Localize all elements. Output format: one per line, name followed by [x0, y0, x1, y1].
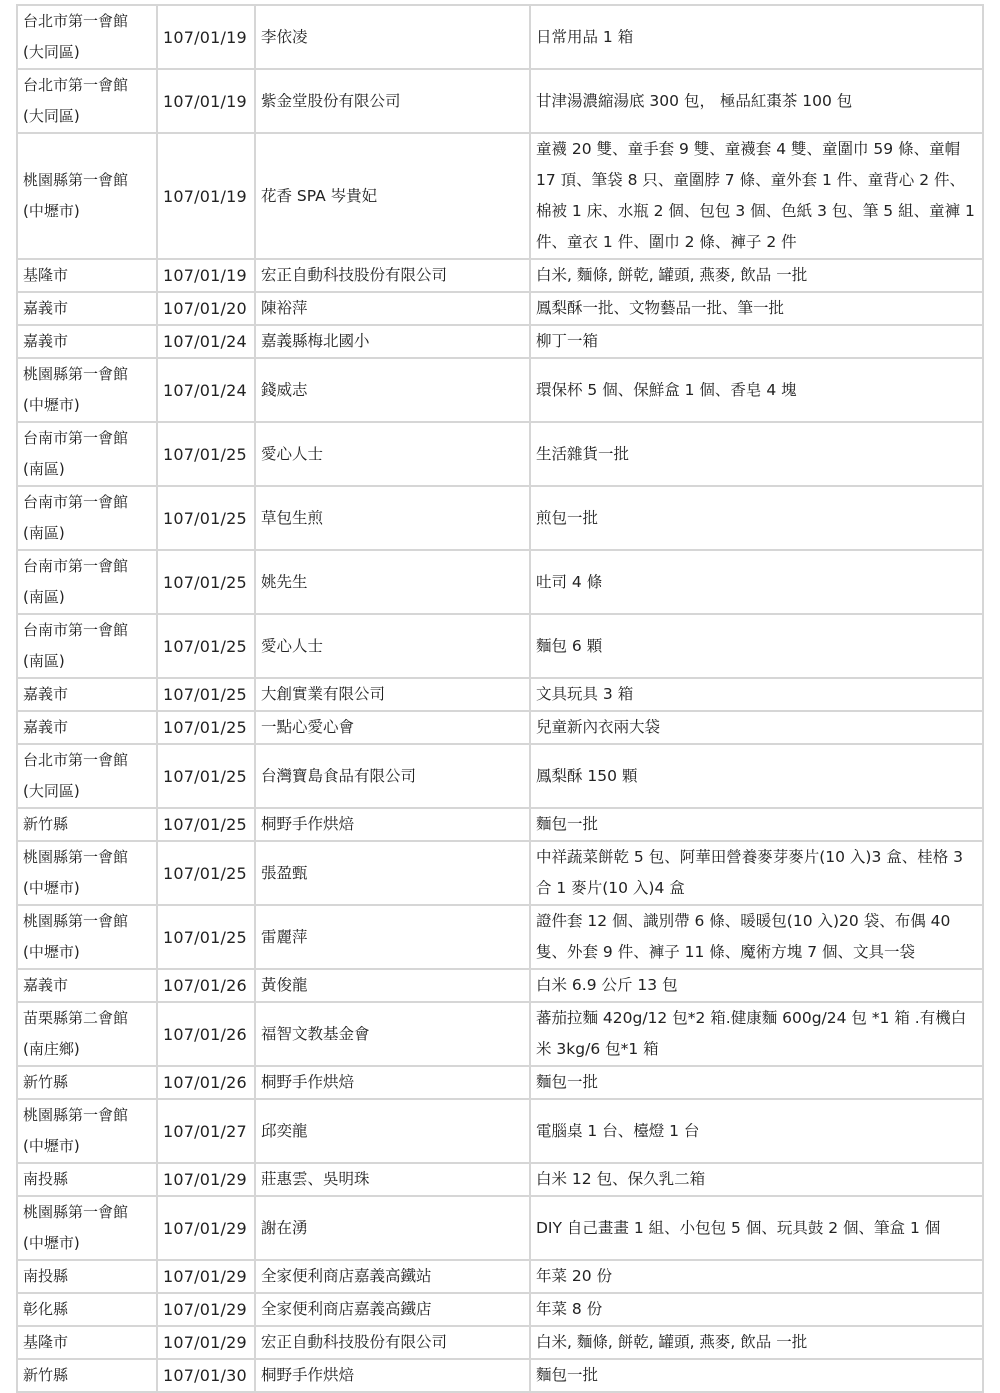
table-row	[17, 1066, 983, 1099]
date-cell: 107/01/26	[157, 1002, 255, 1066]
table-row	[17, 69, 983, 133]
item-cell: 柳丁一箱	[530, 325, 983, 358]
table-row	[17, 808, 983, 841]
location-cell	[17, 69, 157, 133]
table-row	[17, 614, 983, 678]
date-cell: 107/01/25	[157, 422, 255, 486]
donation-table-body	[17, 5, 983, 1392]
location-cell	[17, 325, 157, 358]
donor-cell: 花香 SPA 岑貴妃	[255, 133, 530, 259]
location-line: 南投縣	[23, 1267, 69, 1285]
table-row	[17, 1002, 983, 1066]
date-cell: 107/01/25	[157, 841, 255, 905]
item-cell: 日常用品 1 箱	[530, 5, 983, 69]
donor-cell: 姚先生	[255, 550, 530, 614]
donor-cell: 一點心愛心會	[255, 711, 530, 744]
location-line: 彰化縣	[23, 1300, 69, 1318]
donor-cell: 雷麗萍	[255, 905, 530, 969]
item-cell: 童襪 20 雙、童手套 9 雙、童襪套 4 雙、童圍巾 59 條、童帽 17 頂、筆袋 8 只、童圍脖 7 條、童外套 1 件、童背心 2 件、棉被 1 床、水瓶 2 個、包包 3 個、色紙 3 包、筆 5 組、童褲 1 件、童衣 1 件、圍巾 2 條、褲子 2 件	[530, 133, 983, 259]
donor-cell: 桐野手作烘焙	[255, 808, 530, 841]
location-cell	[17, 1326, 157, 1359]
table-row	[17, 550, 983, 614]
location-cell	[17, 841, 157, 905]
date-cell: 107/01/19	[157, 69, 255, 133]
donor-cell: 全家便利商店嘉義高鐵站	[255, 1260, 530, 1293]
date-cell: 107/01/24	[157, 358, 255, 422]
item-cell: 吐司 4 條	[530, 550, 983, 614]
item-cell: 年菜 20 份	[530, 1260, 983, 1293]
location-cell	[17, 1359, 157, 1392]
date-cell: 107/01/25	[157, 678, 255, 711]
table-row	[17, 1163, 983, 1196]
location-cell	[17, 969, 157, 1002]
date-cell: 107/01/29	[157, 1163, 255, 1196]
table-row	[17, 969, 983, 1002]
location-line: 台北市第一會館	[23, 12, 129, 30]
date-cell: 107/01/25	[157, 711, 255, 744]
location-cell	[17, 1196, 157, 1260]
location-line: (南區)	[23, 652, 65, 670]
table-row	[17, 259, 983, 292]
location-line: 嘉義市	[23, 332, 69, 350]
donor-cell: 謝在湧	[255, 1196, 530, 1260]
table-row	[17, 358, 983, 422]
location-cell	[17, 358, 157, 422]
date-cell: 107/01/25	[157, 808, 255, 841]
location-line: (大同區)	[23, 107, 80, 125]
location-line: (南區)	[23, 524, 65, 542]
location-line: 基隆市	[23, 1333, 69, 1351]
location-line: (南區)	[23, 460, 65, 478]
location-line: 苗栗縣第二會館	[23, 1009, 129, 1027]
table-row	[17, 1196, 983, 1260]
location-line: 台北市第一會館	[23, 751, 129, 769]
location-cell	[17, 614, 157, 678]
location-line: 台南市第一會館	[23, 621, 129, 639]
donor-cell: 台灣寶島食品有限公司	[255, 744, 530, 808]
location-line: (中壢市)	[23, 879, 80, 897]
location-line: 嘉義市	[23, 299, 69, 317]
location-line: (中壢市)	[23, 1137, 80, 1155]
item-cell: 年菜 8 份	[530, 1293, 983, 1326]
location-cell	[17, 1260, 157, 1293]
location-line: 桃園縣第一會館	[23, 1203, 129, 1221]
table-row	[17, 292, 983, 325]
date-cell: 107/01/29	[157, 1260, 255, 1293]
location-line: (大同區)	[23, 782, 80, 800]
donor-cell: 錢威志	[255, 358, 530, 422]
location-line: 台南市第一會館	[23, 429, 129, 447]
donor-cell: 桐野手作烘焙	[255, 1359, 530, 1392]
table-row	[17, 133, 983, 259]
item-cell: 電腦桌 1 台、檯燈 1 台	[530, 1099, 983, 1163]
table-row	[17, 422, 983, 486]
location-line: (中壢市)	[23, 943, 80, 961]
location-cell	[17, 550, 157, 614]
location-line: 台北市第一會館	[23, 76, 129, 94]
date-cell: 107/01/27	[157, 1099, 255, 1163]
location-line: 新竹縣	[23, 1366, 69, 1384]
date-cell: 107/01/25	[157, 486, 255, 550]
item-cell: 蕃茄拉麵 420g/12 包*2 箱.健康麵 600g/24 包 *1 箱 .有機白米 3kg/6 包*1 箱	[530, 1002, 983, 1066]
donor-cell: 宏正自動科技股份有限公司	[255, 259, 530, 292]
location-line: 新竹縣	[23, 1073, 69, 1091]
date-cell: 107/01/19	[157, 133, 255, 259]
donor-cell: 紫金堂股份有限公司	[255, 69, 530, 133]
table-row	[17, 1326, 983, 1359]
date-cell: 107/01/29	[157, 1196, 255, 1260]
item-cell: 白米 12 包、保久乳二箱	[530, 1163, 983, 1196]
donor-cell: 莊惠雲、吳明珠	[255, 1163, 530, 1196]
location-cell	[17, 1066, 157, 1099]
date-cell: 107/01/30	[157, 1359, 255, 1392]
item-cell: 文具玩具 3 箱	[530, 678, 983, 711]
table-row	[17, 5, 983, 69]
location-cell	[17, 905, 157, 969]
location-line: 新竹縣	[23, 815, 69, 833]
location-cell	[17, 1099, 157, 1163]
donor-cell: 草包生煎	[255, 486, 530, 550]
donor-cell: 愛心人士	[255, 614, 530, 678]
location-line: 嘉義市	[23, 976, 69, 994]
item-cell: 甘津湯濃縮湯底 300 包， 極品紅棗茶 100 包	[530, 69, 983, 133]
item-cell: 環保杯 5 個、保鮮盒 1 個、香皂 4 塊	[530, 358, 983, 422]
location-cell	[17, 1163, 157, 1196]
donor-cell: 全家便利商店嘉義高鐵店	[255, 1293, 530, 1326]
date-cell: 107/01/25	[157, 550, 255, 614]
location-line: 桃園縣第一會館	[23, 848, 129, 866]
donor-cell: 李依凌	[255, 5, 530, 69]
donor-cell: 邱奕龍	[255, 1099, 530, 1163]
location-line: 桃園縣第一會館	[23, 171, 129, 189]
date-cell: 107/01/26	[157, 969, 255, 1002]
location-cell	[17, 422, 157, 486]
location-line: 嘉義市	[23, 718, 69, 736]
location-line: (南區)	[23, 588, 65, 606]
location-line: (中壢市)	[23, 396, 80, 414]
date-cell: 107/01/29	[157, 1326, 255, 1359]
location-line: 桃園縣第一會館	[23, 1106, 129, 1124]
location-line: 台南市第一會館	[23, 557, 129, 575]
table-row	[17, 1359, 983, 1392]
item-cell: 生活雜貨一批	[530, 422, 983, 486]
item-cell: 煎包一批	[530, 486, 983, 550]
location-line: 台南市第一會館	[23, 493, 129, 511]
location-line: (中壢市)	[23, 1234, 80, 1252]
donor-cell: 黃俊龍	[255, 969, 530, 1002]
donor-cell: 張盈甄	[255, 841, 530, 905]
donor-cell: 陳裕萍	[255, 292, 530, 325]
date-cell: 107/01/24	[157, 325, 255, 358]
location-cell	[17, 292, 157, 325]
item-cell: 麵包一批	[530, 808, 983, 841]
location-cell	[17, 5, 157, 69]
item-cell: 鳳梨酥一批、文物藝品一批、筆一批	[530, 292, 983, 325]
location-cell	[17, 259, 157, 292]
location-line: (中壢市)	[23, 202, 80, 220]
table-row	[17, 711, 983, 744]
date-cell: 107/01/25	[157, 905, 255, 969]
donor-cell: 大創實業有限公司	[255, 678, 530, 711]
donation-table	[16, 4, 984, 1393]
location-line: 桃園縣第一會館	[23, 365, 129, 383]
table-row	[17, 486, 983, 550]
location-line: (大同區)	[23, 43, 80, 61]
location-line: 桃園縣第一會館	[23, 912, 129, 930]
location-cell	[17, 133, 157, 259]
item-cell: 白米, 麵條, 餅乾, 罐頭, 燕麥, 飲品 一批	[530, 259, 983, 292]
donor-cell: 愛心人士	[255, 422, 530, 486]
location-cell	[17, 744, 157, 808]
item-cell: 麵包 6 顆	[530, 614, 983, 678]
location-line: (南庄鄉)	[23, 1040, 80, 1058]
item-cell: 麵包一批	[530, 1066, 983, 1099]
table-row	[17, 841, 983, 905]
item-cell: 證件套 12 個、識別帶 6 條、暖暖包(10 入)20 袋、布偶 40 隻、外套 9 件、褲子 11 條、魔術方塊 7 個、文具一袋	[530, 905, 983, 969]
location-line: 嘉義市	[23, 685, 69, 703]
location-cell	[17, 1002, 157, 1066]
table-row	[17, 1293, 983, 1326]
date-cell: 107/01/25	[157, 744, 255, 808]
donor-cell: 福智文教基金會	[255, 1002, 530, 1066]
item-cell: 中祥蔬菜餅乾 5 包、阿華田營養麥芽麥片(10 入)3 盒、桂格 3 合 1 麥片(10 入)4 盒	[530, 841, 983, 905]
date-cell: 107/01/20	[157, 292, 255, 325]
location-cell	[17, 808, 157, 841]
location-cell	[17, 486, 157, 550]
item-cell: 白米 6.9 公斤 13 包	[530, 969, 983, 1002]
item-cell: 麵包一批	[530, 1359, 983, 1392]
donor-cell: 宏正自動科技股份有限公司	[255, 1326, 530, 1359]
date-cell: 107/01/19	[157, 259, 255, 292]
table-row	[17, 1099, 983, 1163]
item-cell: 兒童新內衣兩大袋	[530, 711, 983, 744]
table-row	[17, 678, 983, 711]
table-row	[17, 1260, 983, 1293]
table-row	[17, 905, 983, 969]
table-row	[17, 325, 983, 358]
donor-cell: 桐野手作烘焙	[255, 1066, 530, 1099]
location-line: 基隆市	[23, 266, 69, 284]
location-line: 南投縣	[23, 1170, 69, 1188]
donor-cell: 嘉義縣梅北國小	[255, 325, 530, 358]
location-cell	[17, 711, 157, 744]
location-cell	[17, 678, 157, 711]
location-cell	[17, 1293, 157, 1326]
item-cell: 白米, 麵條, 餅乾, 罐頭, 燕麥, 飲品 一批	[530, 1326, 983, 1359]
date-cell: 107/01/19	[157, 5, 255, 69]
item-cell: 鳳梨酥 150 顆	[530, 744, 983, 808]
date-cell: 107/01/25	[157, 614, 255, 678]
date-cell: 107/01/29	[157, 1293, 255, 1326]
item-cell: DIY 自己畫畫 1 組、小包包 5 個、玩具鼓 2 個、筆盒 1 個	[530, 1196, 983, 1260]
date-cell: 107/01/26	[157, 1066, 255, 1099]
table-row	[17, 744, 983, 808]
